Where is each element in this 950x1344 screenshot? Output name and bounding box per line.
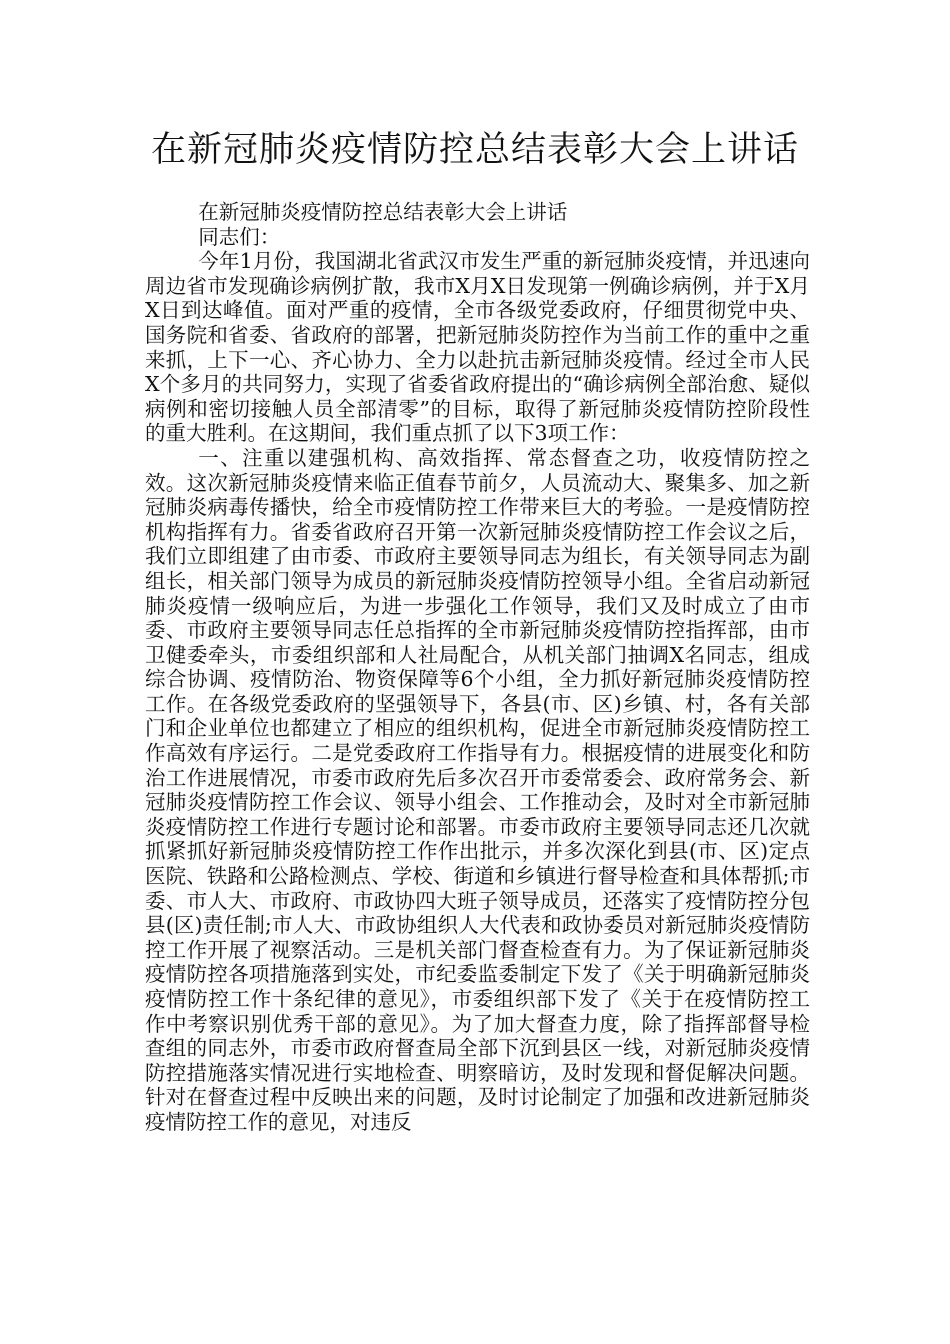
speech-subtitle: 在新冠肺炎疫情防控总结表彰大会上讲话 — [198, 200, 568, 224]
page-title: 在新冠肺炎疫情防控总结表彰大会上讲话 — [150, 130, 799, 170]
document-body — [145, 200, 810, 1135]
paragraph: 今年1月份，我国湖北省武汉市发生严重的新冠肺炎疫情，并迅速向周边省市发现确诊病例扩散，我市X月X日发现第一例确诊病例，并于X月X日到达峰值。面对严重的疫情，全市各级党委政府，仔细贯彻党中央、国务院和省委、省政府的部署，把新冠肺炎防控作为当前工作的重中之重来抓，上下一心、齐心协力、全力以赴抗击新冠肺炎疫情。经过全市人民X个多月的共同努力，实现了省委省政府提出的“确诊病例全部治愈、疑似病例和密切接触人员全部清零”的目标，取得了新冠肺炎疫情防控阶段性的重大胜利。在这期间，我们重点抓了以下3项工作： — [145, 249, 810, 446]
greeting: 同志们： — [198, 224, 281, 249]
paragraph: 一、注重以建强机构、高效指挥、常态督查之功，收疫情防控之效。这次新冠肺炎疫情来临正值春节前夕，人员流动大、聚集多、加之新冠肺炎病毒传播快，给全市疫情防控工作带来巨大的考验。一是疫情防控机构指挥有力。省委省政府召开第一次新冠肺炎疫情防控工作会议之后，我们立即组建了由市委、市政府主要领导同志为组长，有关领导同志为副组长，相关部门领导为成员的新冠肺炎疫情防控领导小组。全省启动新冠肺炎疫情一级响应后，为进一步强化工作领导，我们又及时成立了由市委、市政府主要领导同志任总指挥的全市新冠肺炎疫情防控指挥部，由市卫健委牵头，市委组织部和人社局配合，从机关部门抽调X名同志，组成综合协调、疫情防治、物资保障等6个小组，全力抓好新冠肺炎疫情防控工作。在各级党委政府的坚强领导下，各县(市、区)乡镇、村，各有关部门和企业单位也都建立了相应的组织机构，促进全市新冠肺炎疫情防控工作高效有序运行。二是党委政府工作指导有力。根据疫情的进展变化和防治工作进展情况，市委市政府先后多次召开市委常委会、政府常务会、新冠肺炎疫情防控工作会议、领导小组会、工作推动会，及时对全市新冠肺炎疫情防控工作进行专题讨论和部署。市委市政府主要领导同志还几次就抓紧抓好新冠肺炎疫情防控工作作出批示，并多次深化到县(市、区)定点医院、铁路和公路检测点、学校、街道和乡镇进行督导检查和具体帮抓;市委、市人大、市政府、市政协四大班子领导成员，还落实了疫情防控分包县(区)责任制;市人大、市政协组织人大代表和政协委员对新冠肺炎疫情防控工作开展了视察活动。三是机关部门督查检查有力。为了保证新冠肺炎疫情防控各项措施落到实处，市纪委监委制定下发了《关于明确新冠肺炎疫情防控工作十条纪律的意见》，市委组织部下发了《关于在疫情防控工作中考察识别优秀干部的意见》。为了加大督查力度，除了指挥部督导检查组的同志外，市委市政府督查局全部下沉到县区一线，对新冠肺炎疫情防控措施落实情况进行实地检查、明察暗访，及时发现和督促解决问题。针对在督查过程中反映出来的问题，及时讨论制定了加强和改进新冠肺炎疫情防控工作的意见，对违反 — [145, 445, 810, 1134]
